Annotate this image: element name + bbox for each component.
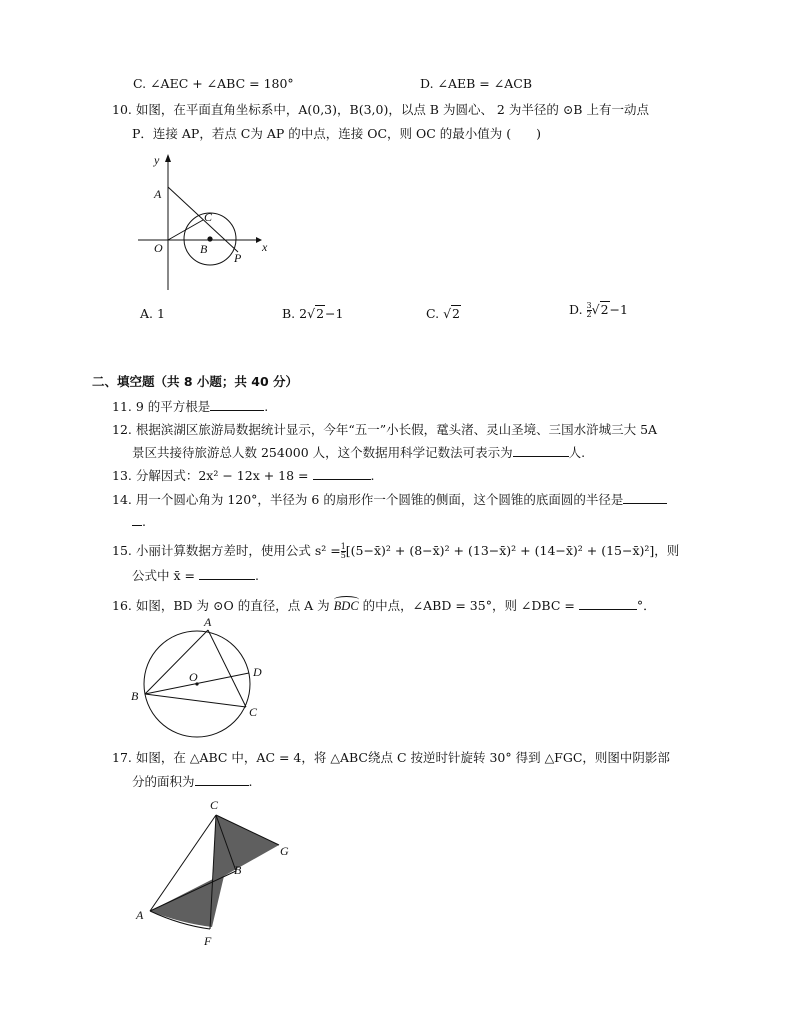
q16-stem: 16. 如图，BD 为 ⊙O 的直径，点 A 为 BDC 的中点，∠ABD = 35°，则 ∠DBC = °． — [112, 598, 656, 613]
label-c: C — [210, 798, 219, 812]
y-axis-arrow — [165, 154, 171, 162]
q14-line1: 14. 用一个圆心角为 120°，半径为 6 的扇形作一个圆锥的侧面，这个圆锥的底面圆的半径是 — [112, 490, 667, 508]
section-title: 二、填空题（共 8 小题；共 40 分） — [92, 374, 299, 389]
q10-option-c: C. √2 — [426, 306, 460, 321]
q17-answer-blank — [195, 773, 249, 786]
q17-line1: 17. 如图，在 △ABC 中，AC = 4，将 △ABC绕点 C 按逆时针旋转 30° 得到 △FGC，则图中阴影部 — [112, 750, 670, 765]
label-c: C — [204, 210, 213, 224]
label-a: A — [204, 615, 212, 629]
label-x: x — [262, 240, 268, 254]
segment-oc — [168, 220, 203, 240]
label-b: B — [234, 863, 242, 877]
q10-option-d: D. $\frac{3}{2}$ √2−1 — [569, 301, 628, 319]
q9-option-d: D. ∠AEB = ∠ACB — [420, 76, 533, 91]
label-g: G — [280, 844, 289, 858]
q10-stem-line2: P．连接 AP，若点 C为 AP 的中点，连接 OC，则 OC 的最小值为 ( ) — [132, 126, 542, 141]
q15-line1: 15. 小丽计算数据方差时，使用公式 s² = $\frac{1}{5}$ [(5−x̄)² + (8−x̄)² + (13−x̄)² + (14−x̄)² + (15−x̄)²]，则 — [112, 542, 680, 560]
q16-answer-blank — [579, 597, 637, 610]
q9-option-c: C. ∠AEC + ∠ABC = 180° — [133, 76, 294, 91]
q16-figure — [125, 612, 275, 742]
q17-line2: 分的面积为 . — [132, 774, 253, 789]
label-o: O — [154, 241, 163, 255]
q13: 13. 分解因式：2x² − 12x + 18 = . — [112, 468, 375, 483]
label-y: y — [154, 153, 160, 167]
q11-answer-blank — [210, 398, 264, 411]
segment-ab — [145, 630, 208, 694]
q10-stem-line1: 10. 如图，在平面直角坐标系中，A(0,3)，B(3,0)，以点 B 为圆心、 2 为半径的 ⊙B 上有一动点 — [112, 102, 649, 117]
label-d: D — [253, 665, 262, 679]
q14-line2: . — [132, 513, 146, 529]
q12-line2: 景区共接待旅游总人数 254000 人，这个数据用科学记数法可表示为 人. — [132, 445, 586, 460]
label-a: A — [154, 187, 162, 201]
label-b: B — [200, 242, 208, 256]
label-c: C — [249, 705, 258, 719]
label-p: P — [234, 251, 242, 265]
q12-answer-blank — [513, 444, 569, 457]
q14-answer-blank — [623, 491, 667, 504]
q10-option-a: A. 1 — [140, 306, 165, 321]
label-f: F — [204, 934, 212, 948]
label-b: B — [131, 689, 139, 703]
label-a: A — [136, 908, 144, 922]
q10-figure — [128, 150, 268, 290]
shaded-region — [150, 815, 279, 927]
q15-line2: 公式中 x̄ = . — [132, 568, 259, 583]
q13-answer-blank — [313, 467, 371, 480]
point-b — [207, 236, 212, 241]
q11: 11. 9 的平方根是 . — [112, 399, 269, 414]
q10-option-b: B. 2√2−1 — [282, 306, 344, 321]
segment-bc — [145, 694, 246, 707]
segment-ac — [208, 630, 246, 707]
label-o: O — [189, 670, 198, 684]
q17-figure — [130, 795, 310, 955]
q15-answer-blank — [199, 567, 255, 580]
q12-line1: 12. 根据滨湖区旅游局数据统计显示，今年“五一”小长假，鼋头渚、灵山圣境、三国水浒城三大 5A — [112, 422, 658, 437]
